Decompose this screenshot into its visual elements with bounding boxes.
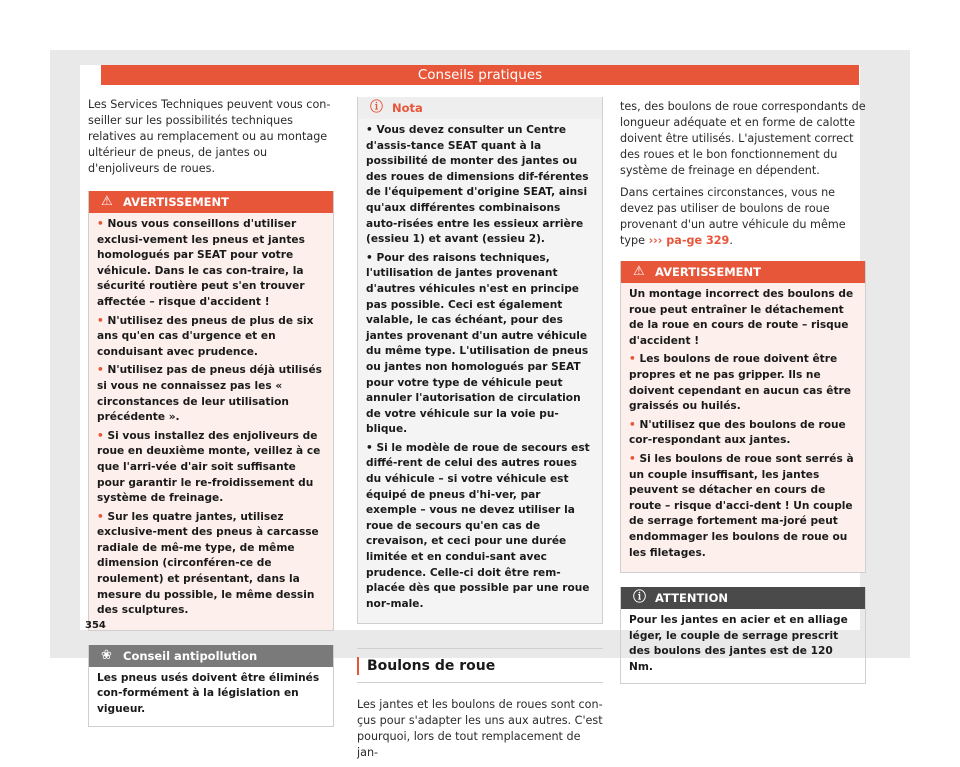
warning-item: • Sur les quatre jantes, utilisez exclusive-ment des pneus à carcasse radiale de mê-me type, de même dimension (circonféren-ce de roulement) et présentant, dans la mesure du possible, le même dessin des sculptures. xyxy=(97,510,319,617)
bullet-icon: • xyxy=(629,452,640,465)
attention-text: Pour les jantes en acier et en alliage léger, le couple de serrage prescrit des boulons des jantes est de 120 Nm. xyxy=(629,614,848,673)
note-title: Nota xyxy=(392,101,423,115)
warning-item: • N'utilisez des pneus de plus de six ans qu'en cas d'urgence et en conduisant avec prudence. xyxy=(97,314,314,358)
warning-body xyxy=(621,283,865,572)
bullet-icon: • xyxy=(97,218,108,230)
warning-item: • Si les boulons de roue sont serrés à un couple insuffisant, les jantes peuvent se détacher en cours de route – risque d'acci-dent ! Un couple de serrage fortement ma-joré peut endommager les boulons de roue ou les filetages. xyxy=(629,452,854,559)
environment-header xyxy=(89,645,333,667)
leaf-icon: ❀ xyxy=(101,647,112,663)
warning-title: AVERTISSEMENT xyxy=(655,265,762,279)
warning-item: • N'utilisez pas de pneus déjà utilisés si vous ne connaissez pas les « circonstances de leur utilisation précédente ». xyxy=(97,364,322,424)
bullet-icon: • xyxy=(97,314,108,327)
page-header: Conseils pratiques xyxy=(101,65,859,85)
column-middle xyxy=(357,97,603,767)
warning-body xyxy=(89,213,333,630)
paragraph-2: Dans certaines circonstances, vous ne devez pas utiliser de boulons de roue provenant d'un autre véhicule du même type ››› pa-ge 329. xyxy=(620,186,846,247)
warning-item: • Si vous installez des enjoliveurs de roue en deuxième monte, veillez à ce que l'arri-vée d'air soit suffisante pour garantir le re-froidissement du système de freinage. xyxy=(97,429,321,505)
bullet-icon: • xyxy=(97,510,108,523)
info-icon: ⓘ xyxy=(370,100,384,115)
attention-box xyxy=(620,587,866,684)
page-reference-link[interactable]: ››› pa-ge 329 xyxy=(648,234,730,247)
note-item: • Pour des raisons techniques, l'utilisation de jantes provenant d'autres véhicules n'est en principe pas possible. Ceci est également valable, le cas échéant, pour des jantes provenant d'un autre véhicule du même type. L'utilisation de pneus ou jantes non homologués par SEAT pour votre type de véhicule peut annuler l'autorisation de circulation de votre véhicule sur la voie pu-blique. xyxy=(366,251,589,436)
bullet-icon: • xyxy=(629,353,640,366)
warning-triangle-icon: ⚠ xyxy=(101,194,113,209)
warning-triangle-icon: ⚠ xyxy=(633,264,645,279)
warning-item: • Les boulons de roue doivent être propres et ne pas gripper. Ils ne doivent cependant en aucun cas être graissés ou huilés. xyxy=(629,353,851,413)
warning-title: AVERTISSEMENT xyxy=(123,195,230,209)
warning-lead: Un montage incorrect des boulons de roue peut entraîner le détachement de la roue en cours de route – risque d'accident ! xyxy=(629,288,854,347)
warning-box-2 xyxy=(620,261,866,573)
warning-box xyxy=(88,191,334,631)
page-number: 354 xyxy=(85,620,106,631)
warning-item: • N'utilisez que des boulons de roue cor-respondant aux jantes. xyxy=(629,418,846,447)
column-left xyxy=(88,97,334,741)
bullet-icon: • xyxy=(366,441,377,454)
note-item: • Vous devez consulter un Centre d'assis-tance SEAT quant à la possibilité de monter des jantes ou des roues de dimensions dif-férentes de l'équipement d'origine SEAT, ainsi qu'aux différentes combinaisons auto-risées entre les essieux arrière (essieu 1) et avant (essieu 2). xyxy=(366,124,589,246)
environment-box xyxy=(88,645,334,727)
warning-header xyxy=(89,191,333,213)
attention-header xyxy=(621,587,865,609)
paragraph-1: tes, des boulons de roue correspondants de longueur adéquate et en forme de calotte doivent être utilisés. L'ajustement correct des roues et le bon fonctionnement du système de freinage en dépendent. xyxy=(620,100,866,177)
environment-title: Conseil antipollution xyxy=(123,648,258,663)
attention-title: ATTENTION xyxy=(655,591,728,606)
bullet-icon: • xyxy=(629,418,640,431)
warning-item: • Nous vous conseillons d'utiliser exclusi-vement les pneus et jantes homologués par SEAT pour votre véhicule. Dans le cas con-traire, la sécurité routière peut s'en trouver affectée – risque d'accident ! xyxy=(97,218,305,308)
bullet-icon: • xyxy=(366,251,377,264)
bullet-icon: • xyxy=(97,429,108,442)
note-header xyxy=(358,97,602,119)
section-paragraph: Les jantes et les boulons de roues sont con-çus pour s'adapter les uns aux autres. C'est pourquoi, lors de tout remplacement de jan- xyxy=(357,698,603,760)
attention-icon: ⓘ xyxy=(633,590,647,606)
note-box xyxy=(357,97,603,624)
note-item: • Si le modèle de roue de secours est diffé-rent de celui des autres roues du véhicule – si votre véhicule est équipé de pneus d'hi-ver, par exemple – vous ne devez utiliser la roue de secours qu'en cas de crevaison, et ceci pour une durée limitée et en condui-sant avec prudence. Celle-ci doit être rem-placée dès que possible par une roue nor-male. xyxy=(366,441,590,610)
environment-text: Les pneus usés doivent être éliminés con-formément à la législation en vigueur. xyxy=(97,671,320,716)
bullet-icon: • xyxy=(97,364,108,377)
section-heading: Boulons de roue xyxy=(357,648,603,683)
bullet-icon: • xyxy=(366,124,377,136)
warning-header xyxy=(621,261,865,283)
note-body xyxy=(358,119,602,623)
intro-paragraph: Les Services Techniques peuvent vous con-seiller sur les possibilités techniques relatives au remplacement ou au montage ultérieur de pneus, de jantes ou d'enjoliveurs de roues. xyxy=(88,98,331,175)
column-right xyxy=(620,99,866,698)
